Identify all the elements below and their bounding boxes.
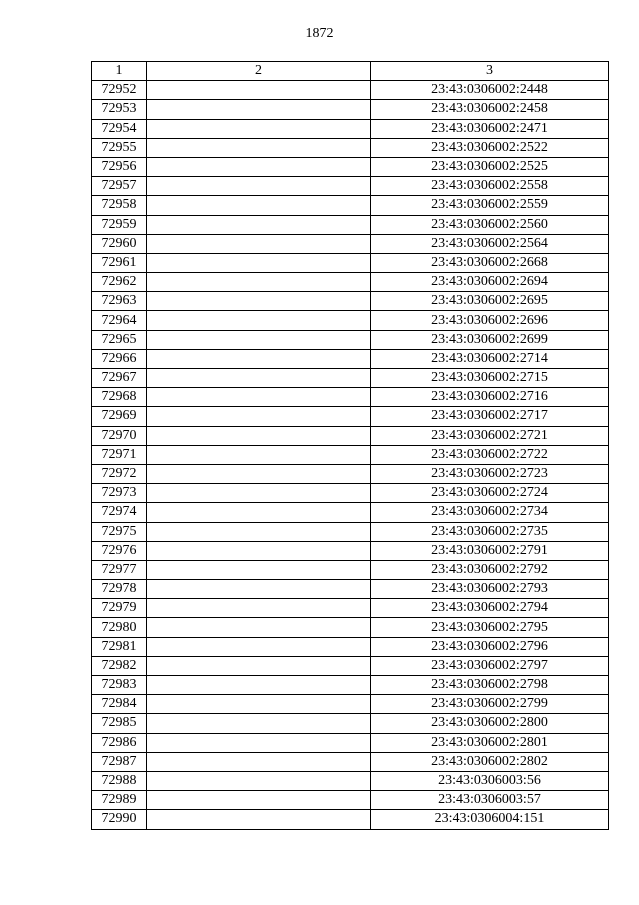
table-row xyxy=(92,100,609,119)
row-number-cell: 72983 xyxy=(92,676,147,695)
blank-cell xyxy=(147,426,371,445)
blank-cell xyxy=(147,733,371,752)
row-number-cell: 72980 xyxy=(92,618,147,637)
row-number-cell: 72967 xyxy=(92,369,147,388)
blank-cell xyxy=(147,311,371,330)
row-number-cell: 72981 xyxy=(92,637,147,656)
row-number-cell: 72961 xyxy=(92,253,147,272)
cadastral-number-cell: 23:43:0306002:2714 xyxy=(371,349,609,368)
blank-cell xyxy=(147,177,371,196)
table-row xyxy=(92,119,609,138)
cadastral-number-cell: 23:43:0306003:57 xyxy=(371,791,609,810)
row-number-cell: 72984 xyxy=(92,695,147,714)
cadastral-number-cell: 23:43:0306002:2716 xyxy=(371,388,609,407)
table-row xyxy=(92,215,609,234)
row-number-cell: 72978 xyxy=(92,580,147,599)
blank-cell xyxy=(147,388,371,407)
cadastral-number-cell: 23:43:0306002:2717 xyxy=(371,407,609,426)
row-number-cell: 72989 xyxy=(92,791,147,810)
cadastral-number-cell: 23:43:0306002:2696 xyxy=(371,311,609,330)
row-number-cell: 72956 xyxy=(92,157,147,176)
table-row xyxy=(92,503,609,522)
cadastral-number-cell: 23:43:0306002:2695 xyxy=(371,292,609,311)
row-number-cell: 72987 xyxy=(92,752,147,771)
cadastral-number-cell: 23:43:0306002:2799 xyxy=(371,695,609,714)
blank-cell xyxy=(147,138,371,157)
blank-cell xyxy=(147,580,371,599)
table-row xyxy=(92,695,609,714)
row-number-cell: 72974 xyxy=(92,503,147,522)
blank-cell xyxy=(147,81,371,100)
page-number: 1872 xyxy=(305,26,334,41)
cadastral-number-cell: 23:43:0306002:2471 xyxy=(371,119,609,138)
table-row xyxy=(92,81,609,100)
cadastral-number-cell: 23:43:0306002:2791 xyxy=(371,541,609,560)
row-number-cell: 72966 xyxy=(92,349,147,368)
blank-cell xyxy=(147,234,371,253)
table-row xyxy=(92,714,609,733)
table-row xyxy=(92,426,609,445)
cadastral-number-cell: 23:43:0306002:2801 xyxy=(371,733,609,752)
blank-cell xyxy=(147,599,371,618)
table-row xyxy=(92,580,609,599)
cadastral-number-cell: 23:43:0306002:2723 xyxy=(371,464,609,483)
cadastral-number-cell: 23:43:0306002:2792 xyxy=(371,560,609,579)
table-row xyxy=(92,560,609,579)
row-number-cell: 72962 xyxy=(92,273,147,292)
table-row xyxy=(92,349,609,368)
row-number-cell: 72952 xyxy=(92,81,147,100)
blank-cell xyxy=(147,791,371,810)
row-number-cell: 72975 xyxy=(92,522,147,541)
row-number-cell: 72954 xyxy=(92,119,147,138)
blank-cell xyxy=(147,503,371,522)
blank-cell xyxy=(147,560,371,579)
cadastral-number-cell: 23:43:0306002:2793 xyxy=(371,580,609,599)
row-number-cell: 72957 xyxy=(92,177,147,196)
blank-cell xyxy=(147,273,371,292)
table-row xyxy=(92,656,609,675)
table-row xyxy=(92,733,609,752)
blank-cell xyxy=(147,349,371,368)
table-row xyxy=(92,253,609,272)
row-number-cell: 72990 xyxy=(92,810,147,829)
row-number-cell: 72960 xyxy=(92,234,147,253)
cadastral-number-cell: 23:43:0306002:2559 xyxy=(371,196,609,215)
table-row xyxy=(92,522,609,541)
table-row xyxy=(92,311,609,330)
blank-cell xyxy=(147,330,371,349)
table-row xyxy=(92,157,609,176)
blank-cell xyxy=(147,752,371,771)
row-number-cell: 72965 xyxy=(92,330,147,349)
blank-cell xyxy=(147,695,371,714)
row-number-cell: 72969 xyxy=(92,407,147,426)
cadastral-number-cell: 23:43:0306002:2721 xyxy=(371,426,609,445)
table-row xyxy=(92,752,609,771)
cadastral-number-cell: 23:43:0306002:2560 xyxy=(371,215,609,234)
table-row xyxy=(92,388,609,407)
row-number-cell: 72958 xyxy=(92,196,147,215)
table-row xyxy=(92,618,609,637)
blank-cell xyxy=(147,119,371,138)
row-number-cell: 72959 xyxy=(92,215,147,234)
column-header-1: 1 xyxy=(92,62,147,81)
blank-cell xyxy=(147,215,371,234)
cadastral-number-cell: 23:43:0306002:2525 xyxy=(371,157,609,176)
blank-cell xyxy=(147,676,371,695)
table-row xyxy=(92,369,609,388)
blank-cell xyxy=(147,656,371,675)
row-number-cell: 72970 xyxy=(92,426,147,445)
cadastral-number-cell: 23:43:0306002:2724 xyxy=(371,484,609,503)
table-row xyxy=(92,810,609,829)
row-number-cell: 72973 xyxy=(92,484,147,503)
row-number-cell: 72988 xyxy=(92,771,147,790)
cadastral-number-cell: 23:43:0306002:2699 xyxy=(371,330,609,349)
cadastral-number-cell: 23:43:0306002:2794 xyxy=(371,599,609,618)
table-row xyxy=(92,196,609,215)
row-number-cell: 72971 xyxy=(92,445,147,464)
table-row xyxy=(92,676,609,695)
cadastral-number-cell: 23:43:0306003:56 xyxy=(371,771,609,790)
blank-cell xyxy=(147,637,371,656)
column-header-3: 3 xyxy=(371,62,609,81)
row-number-cell: 72977 xyxy=(92,560,147,579)
cadastral-number-cell: 23:43:0306002:2798 xyxy=(371,676,609,695)
blank-cell xyxy=(147,541,371,560)
cadastral-number-cell: 23:43:0306002:2694 xyxy=(371,273,609,292)
table-row xyxy=(92,177,609,196)
table-row xyxy=(92,791,609,810)
row-number-cell: 72976 xyxy=(92,541,147,560)
table-row xyxy=(92,234,609,253)
blank-cell xyxy=(147,100,371,119)
table-row xyxy=(92,273,609,292)
cadastral-number-cell: 23:43:0306002:2797 xyxy=(371,656,609,675)
table-row xyxy=(92,599,609,618)
table-row xyxy=(92,771,609,790)
row-number-cell: 72964 xyxy=(92,311,147,330)
table-body xyxy=(92,81,609,829)
row-number-cell: 72955 xyxy=(92,138,147,157)
cadastral-number-cell: 23:43:0306002:2800 xyxy=(371,714,609,733)
row-number-cell: 72986 xyxy=(92,733,147,752)
blank-cell xyxy=(147,157,371,176)
row-number-cell: 72982 xyxy=(92,656,147,675)
table-row xyxy=(92,292,609,311)
table-row xyxy=(92,445,609,464)
cadastral-number-cell: 23:43:0306002:2802 xyxy=(371,752,609,771)
row-number-cell: 72953 xyxy=(92,100,147,119)
cadastral-number-cell: 23:43:0306002:2522 xyxy=(371,138,609,157)
blank-cell xyxy=(147,253,371,272)
table-row xyxy=(92,138,609,157)
blank-cell xyxy=(147,445,371,464)
cadastral-number-table xyxy=(91,61,609,830)
row-number-cell: 72968 xyxy=(92,388,147,407)
blank-cell xyxy=(147,369,371,388)
blank-cell xyxy=(147,484,371,503)
cadastral-number-cell: 23:43:0306002:2558 xyxy=(371,177,609,196)
table-row xyxy=(92,541,609,560)
cadastral-number-cell: 23:43:0306004:151 xyxy=(371,810,609,829)
cadastral-number-cell: 23:43:0306002:2715 xyxy=(371,369,609,388)
cadastral-number-cell: 23:43:0306002:2458 xyxy=(371,100,609,119)
blank-cell xyxy=(147,522,371,541)
blank-cell xyxy=(147,292,371,311)
table-row xyxy=(92,484,609,503)
blank-cell xyxy=(147,464,371,483)
cadastral-number-cell: 23:43:0306002:2795 xyxy=(371,618,609,637)
row-number-cell: 72972 xyxy=(92,464,147,483)
blank-cell xyxy=(147,771,371,790)
table-row xyxy=(92,330,609,349)
cadastral-number-cell: 23:43:0306002:2734 xyxy=(371,503,609,522)
cadastral-number-cell: 23:43:0306002:2448 xyxy=(371,81,609,100)
table-row xyxy=(92,407,609,426)
column-header-2: 2 xyxy=(147,62,371,81)
blank-cell xyxy=(147,407,371,426)
blank-cell xyxy=(147,618,371,637)
blank-cell xyxy=(147,714,371,733)
blank-cell xyxy=(147,810,371,829)
row-number-cell: 72963 xyxy=(92,292,147,311)
table-header-row xyxy=(92,62,609,81)
table-row xyxy=(92,637,609,656)
row-number-cell: 72985 xyxy=(92,714,147,733)
cadastral-number-cell: 23:43:0306002:2735 xyxy=(371,522,609,541)
cadastral-number-cell: 23:43:0306002:2668 xyxy=(371,253,609,272)
cadastral-number-cell: 23:43:0306002:2722 xyxy=(371,445,609,464)
row-number-cell: 72979 xyxy=(92,599,147,618)
cadastral-number-cell: 23:43:0306002:2564 xyxy=(371,234,609,253)
table-row xyxy=(92,464,609,483)
blank-cell xyxy=(147,196,371,215)
cadastral-number-cell: 23:43:0306002:2796 xyxy=(371,637,609,656)
